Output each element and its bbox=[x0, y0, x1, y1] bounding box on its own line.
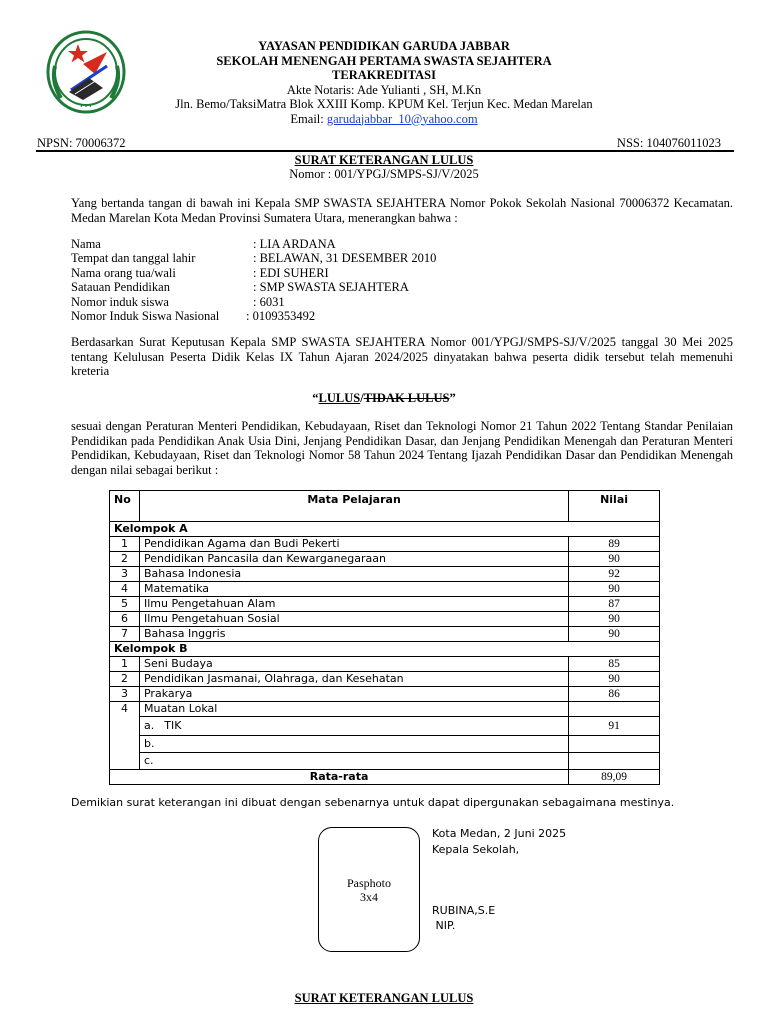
school-logo bbox=[45, 30, 127, 114]
field-row bbox=[71, 280, 436, 294]
row-score bbox=[569, 702, 660, 717]
email-line bbox=[120, 112, 648, 127]
footer-title: SURAT KETERANGAN LULUS bbox=[294, 991, 474, 1005]
regulation-paragraph: sesuai dengan Peraturan Menteri Pendidikan, Kebudayaan, Riset dan Teknologi Nomor 21 Tahun 2022 Tentang Standar Penilaian Pendidikan pada Pendidikan Anak Usia Dini, Jenjang Pendidikan Dasar, dan Jenjang Pendidikan Menengah dan Peraturan Menteri Pendidikan, Kebudayaan, Riset dan Teknologi Nomor 58 Tahun 2024 Tentang Ijazah Pendidikan Dasar dan Pendidikan Menengah dengan nilai sebagai berikut : bbox=[71, 419, 733, 477]
row-score: 91 bbox=[569, 717, 660, 736]
row-score: 89 bbox=[569, 537, 660, 552]
average-value: 89,09 bbox=[569, 770, 660, 785]
field-value: : LIA ARDANA bbox=[253, 237, 336, 251]
table-row bbox=[110, 702, 660, 717]
field-value: : BELAWAN, 31 DESEMBER 2010 bbox=[253, 251, 437, 266]
row-score: 92 bbox=[569, 567, 660, 582]
row-no bbox=[110, 736, 140, 753]
row-score: 87 bbox=[569, 597, 660, 612]
row-subject bbox=[139, 736, 568, 753]
field-row bbox=[71, 295, 436, 309]
field-value: : EDI SUHERI bbox=[253, 265, 329, 280]
row-subject: Seni Budaya bbox=[139, 657, 568, 672]
col-no: No bbox=[110, 491, 140, 522]
signature-place-date: Kota Medan, 2 Juni 2025 bbox=[432, 827, 567, 840]
school-name: SEKOLAH MENENGAH PERTAMA SWASTA SEJAHTERA bbox=[216, 53, 552, 68]
letterhead bbox=[120, 39, 648, 126]
row-score: 90 bbox=[569, 672, 660, 687]
row-score: 90 bbox=[569, 582, 660, 597]
row-no: 1 bbox=[110, 537, 140, 552]
local-name: TIK bbox=[164, 719, 182, 732]
field-row bbox=[71, 251, 436, 265]
field-row bbox=[71, 237, 436, 251]
field-label: Tempat dan tanggal lahir bbox=[71, 251, 196, 266]
row-subject: Prakarya bbox=[139, 687, 568, 702]
field-value: : 6031 bbox=[253, 294, 285, 309]
col-subject: Mata Pelajaran bbox=[139, 491, 568, 522]
group-a-label: Kelompok A bbox=[110, 522, 660, 537]
signature-name: RUBINA,S.E bbox=[432, 904, 496, 917]
field-value: : 0109353492 bbox=[246, 309, 316, 324]
table-row bbox=[110, 717, 660, 736]
field-label: Satauan Pendidikan bbox=[71, 280, 170, 295]
doc-number: Nomor : 001/YPGJ/SMPS-SJ/V/2025 bbox=[289, 167, 479, 181]
field-value: : SMP SWASTA SEJAHTERA bbox=[253, 280, 409, 295]
row-subject: Matematika bbox=[139, 582, 568, 597]
row-subject: Muatan Lokal bbox=[139, 702, 568, 717]
average-row bbox=[110, 770, 660, 785]
notary: Akte Notaris: Ade Yulianti , SH, M.Kn bbox=[286, 82, 482, 97]
field-label: Nama bbox=[71, 237, 101, 251]
grades-table bbox=[109, 490, 660, 785]
row-subject: Bahasa Inggris bbox=[139, 627, 568, 642]
row-no bbox=[110, 717, 140, 736]
quote-open: “ bbox=[312, 391, 319, 405]
row-no: 1 bbox=[110, 657, 140, 672]
accreditation: TERAKREDITASI bbox=[332, 68, 436, 82]
row-subject: Pendidikan Pancasila dan Kewarganegaraan bbox=[139, 552, 568, 567]
row-score bbox=[569, 736, 660, 753]
row-score: 85 bbox=[569, 657, 660, 672]
photo-placeholder bbox=[318, 827, 420, 952]
field-row bbox=[71, 266, 436, 280]
row-score: 90 bbox=[569, 552, 660, 567]
group-row bbox=[110, 522, 660, 537]
status-pass: LULUS bbox=[318, 391, 361, 405]
row-subject: Pendidikan Jasmanai, Olahraga, dan Kesehatan bbox=[139, 672, 568, 687]
row-score: 90 bbox=[569, 627, 660, 642]
table-row bbox=[110, 657, 660, 672]
row-score: 90 bbox=[569, 612, 660, 627]
field-label: Nomor Induk Siswa Nasional bbox=[71, 309, 220, 324]
address: Jln. Bemo/TaksiMatra Blok XXIII Komp. KPUM Kel. Terjun Kec. Medan Marelan bbox=[175, 97, 593, 111]
row-no bbox=[110, 753, 140, 770]
photo-size: 3x4 bbox=[360, 889, 378, 904]
foundation-name: YAYASAN PENDIDIKAN GARUDA JABBAR bbox=[258, 39, 510, 53]
row-no: 2 bbox=[110, 552, 140, 567]
row-no: 3 bbox=[110, 567, 140, 582]
row-no: 4 bbox=[110, 702, 140, 717]
row-subject: Bahasa Indonesia bbox=[139, 567, 568, 582]
average-label: Rata-rata bbox=[110, 770, 569, 785]
nss: NSS: 104076011023 bbox=[616, 136, 721, 150]
row-no: 4 bbox=[110, 582, 140, 597]
row-subject: Ilmu Pengetahuan Sosial bbox=[139, 612, 568, 627]
table-row bbox=[110, 672, 660, 687]
local-label: c. bbox=[143, 754, 154, 767]
row-subject bbox=[139, 753, 568, 770]
table-row bbox=[110, 753, 660, 770]
field-label: Nama orang tua/wali bbox=[71, 265, 176, 280]
closing-statement: Demikian surat keterangan ini dibuat dengan sebenarnya untuk dapat dipergunakan sebagaimana mestinya. bbox=[71, 796, 675, 809]
table-header bbox=[110, 491, 660, 522]
graduation-status bbox=[0, 391, 768, 406]
intro-paragraph: Yang bertanda tangan di bawah ini Kepala SMP SWASTA SEJAHTERA Nomor Pokok Sekolah Nasional 70006372 Kecamatan. Medan Marelan Kota Medan Provinsi Sumatera Utara, menerangkan bahwa : bbox=[71, 196, 733, 225]
signature-nip: NIP. bbox=[432, 919, 456, 932]
status-fail: TIDAK LULUS bbox=[363, 391, 450, 405]
table-row bbox=[110, 612, 660, 627]
svg-text:• • •: • • • bbox=[79, 104, 93, 110]
col-score: Nilai bbox=[569, 491, 660, 522]
quote-close: ” bbox=[449, 391, 456, 405]
row-no: 3 bbox=[110, 687, 140, 702]
header-divider bbox=[36, 150, 734, 152]
status-separator: / bbox=[360, 391, 364, 405]
table-row bbox=[110, 736, 660, 753]
photo-label: Pasphoto bbox=[346, 875, 391, 890]
decision-paragraph: Berdasarkan Surat Keputusan Kepala SMP SWASTA SEJAHTERA Nomor 001/YPGJ/SMPS-SJ/V/2025 tanggal 30 Mei 2025 tentang Kelulusan Peserta Didik Kelas IX Tahun Ajaran 2024/2025 dinyatakan bahwa peserta didik tersebut telah memenuhi kreteria bbox=[71, 335, 733, 378]
signature-position: Kepala Sekolah, bbox=[432, 843, 520, 856]
group-row bbox=[110, 642, 660, 657]
table-row bbox=[110, 582, 660, 597]
row-no: 2 bbox=[110, 672, 140, 687]
field-row bbox=[71, 309, 436, 323]
field-label: Nomor induk siswa bbox=[71, 294, 169, 309]
table-row bbox=[110, 552, 660, 567]
table-row bbox=[110, 567, 660, 582]
table-row bbox=[110, 597, 660, 612]
row-no: 7 bbox=[110, 627, 140, 642]
group-b-label: Kelompok B bbox=[110, 642, 660, 657]
table-row bbox=[110, 537, 660, 552]
email-label: Email: bbox=[290, 111, 327, 126]
row-no: 6 bbox=[110, 612, 140, 627]
local-label: b. bbox=[143, 737, 155, 750]
row-score bbox=[569, 753, 660, 770]
local-label: a. bbox=[143, 719, 155, 732]
table-row bbox=[110, 687, 660, 702]
student-fields bbox=[71, 237, 436, 323]
npsn: NPSN: 70006372 bbox=[37, 136, 126, 150]
row-subject bbox=[139, 717, 568, 736]
row-score: 86 bbox=[569, 687, 660, 702]
row-no: 5 bbox=[110, 597, 140, 612]
table-row bbox=[110, 627, 660, 642]
row-subject: Ilmu Pengetahuan Alam bbox=[139, 597, 568, 612]
email-link[interactable]: garudajabbar_10@yahoo.com bbox=[326, 111, 478, 126]
doc-title: SURAT KETERANGAN LULUS bbox=[294, 153, 474, 167]
row-subject: Pendidikan Agama dan Budi Pekerti bbox=[139, 537, 568, 552]
